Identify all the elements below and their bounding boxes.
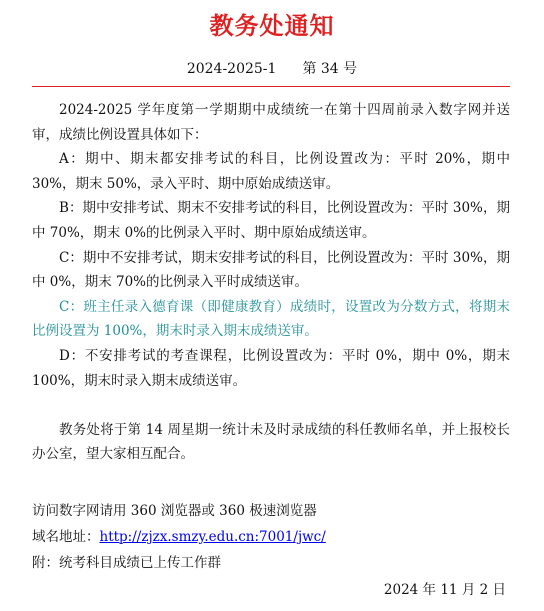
notice-body: [32, 98, 510, 467]
item-a-paragraph: A：期中、期末都安排考试的科目，比例设置改为：平时 20%，期中 30%，期末 50%，录入平时、期中原始成绩送审。: [32, 151, 510, 192]
document-number-line: [0, 58, 544, 78]
item-c-paragraph: C：期中不安排考试，期末安排考试的科目，比例设置改为：平时 30%，期中 0%，期末 70%的比例录入平时成绩送审。: [32, 249, 510, 291]
document-number: 2024-2025-1: [186, 61, 277, 77]
domain-link[interactable]: http://zjzx.smzy.edu.cn:7001/jwc/: [99, 529, 326, 545]
red-divider: [32, 86, 510, 87]
item-c-moral-education-paragraph: C：班主任录入德育课（即健康教育）成绩时，设置改为分数方式，将期末比例设置为 100%，期末时录入期末成绩送审。: [32, 298, 510, 340]
item-b-paragraph: B：期中安排考试、期末不安排考试的科目，比例设置改为：平时 30%，期中 70%，期末 0%的比例录入平时、期中原始成绩送审。: [32, 200, 510, 241]
domain-label: 域名地址：: [32, 529, 100, 545]
attachment-note: 附：统考科目成绩已上传工作群: [32, 555, 221, 571]
notice-date: 2024 年 11 月 2 日: [383, 582, 506, 598]
issue-number: 第 34 号: [302, 61, 358, 77]
domain-line: [32, 524, 510, 550]
notice-footer: [32, 498, 510, 576]
closing-paragraph: 教务处将于第 14 周星期一统计未及时录成绩的科任教师名单，并上报校长办公室，望大家相互配合。: [32, 421, 510, 463]
intro-paragraph: 2024-2025 学年度第一学期期中成绩统一在第十四周前录入数字网并送审，成绩比例设置具体如下：: [32, 102, 510, 143]
item-d-paragraph: D：不安排考试的考查课程，比例设置改为：平时 0%，期中 0%，期末 100%，期末时录入期末成绩送审。: [32, 347, 510, 389]
notice-title: 教务处通知: [209, 11, 335, 40]
browser-note: 访问数字网请用 360 浏览器或 360 极速浏览器: [32, 503, 317, 519]
paragraph-spacer: [32, 393, 510, 418]
